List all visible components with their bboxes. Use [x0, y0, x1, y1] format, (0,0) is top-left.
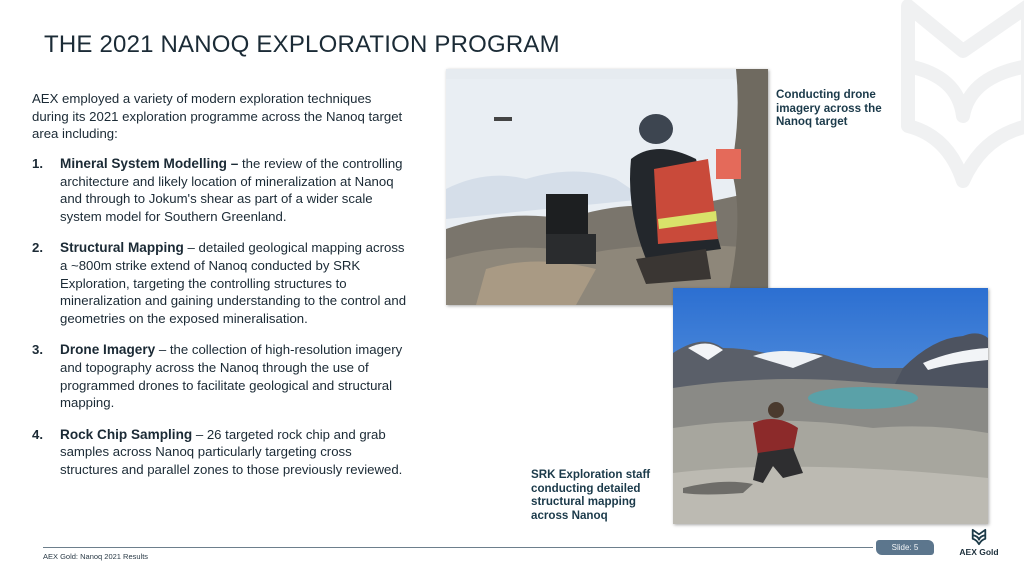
- item-text: – 26 targeted rock chip and grab samples across Nanoq particularly targeting cross structures and parallel zones to those previously reviewed.: [60, 426, 403, 477]
- list-item: [32, 341, 410, 411]
- item-heading: Rock Chip Sampling: [60, 426, 193, 442]
- fox-logo-icon: [970, 528, 988, 546]
- item-text: – the collection of high-resolution imagery and topography across the Nanoq through the use of programmed drones to facilitate geological and structural mapping.: [60, 342, 403, 411]
- item-number: 2.: [32, 240, 43, 256]
- item-text: the review of the controlling architecture and likely location of mineralization at Nanoq and through to Jokum's shear as part of a wider scale system model for Southern Greenland.: [60, 156, 403, 224]
- item-number: 3.: [32, 342, 43, 358]
- list-item: [32, 239, 410, 327]
- item-text: – detailed geological mapping across a ~800m strike extend of Nanoq conducted by SRK Exploration, targeting the controlling structures to mineralization and gaining understanding to the control and geometries on the exposed mineralisation.: [60, 240, 407, 326]
- slide-number-badge: Slide: 5: [876, 540, 934, 555]
- logo-text: AEX Gold: [959, 547, 999, 557]
- footer-text: AEX Gold: Nanoq 2021 Results: [43, 552, 149, 561]
- list-item: [32, 155, 410, 225]
- list-item: [32, 426, 410, 479]
- item-number: 1.: [32, 156, 43, 171]
- item-heading: Structural Mapping: [60, 240, 184, 256]
- techniques-list: [32, 155, 410, 493]
- footer-divider: [43, 547, 873, 548]
- drone-photo-caption: Conducting drone imagery across the Nanoq target: [776, 88, 882, 128]
- company-logo: [944, 528, 1014, 557]
- item-heading: Mineral System Modelling –: [60, 156, 239, 171]
- item-heading: Drone Imagery: [60, 342, 156, 358]
- geologist-mapping-photo: [673, 288, 988, 524]
- fox-watermark-icon: [888, 0, 1024, 191]
- mapping-photo-caption: SRK Exploration staff conducting detailed structural mapping across Nanoq: [531, 468, 651, 522]
- item-number: 4.: [32, 426, 43, 442]
- intro-paragraph: AEX employed a variety of modern exploration techniques during its 2021 exploration programme across the Nanoq target area including:: [32, 91, 403, 142]
- drone-operator-photo: [446, 69, 768, 305]
- page-title: THE 2021 NANOQ EXPLORATION PROGRAM: [44, 31, 560, 58]
